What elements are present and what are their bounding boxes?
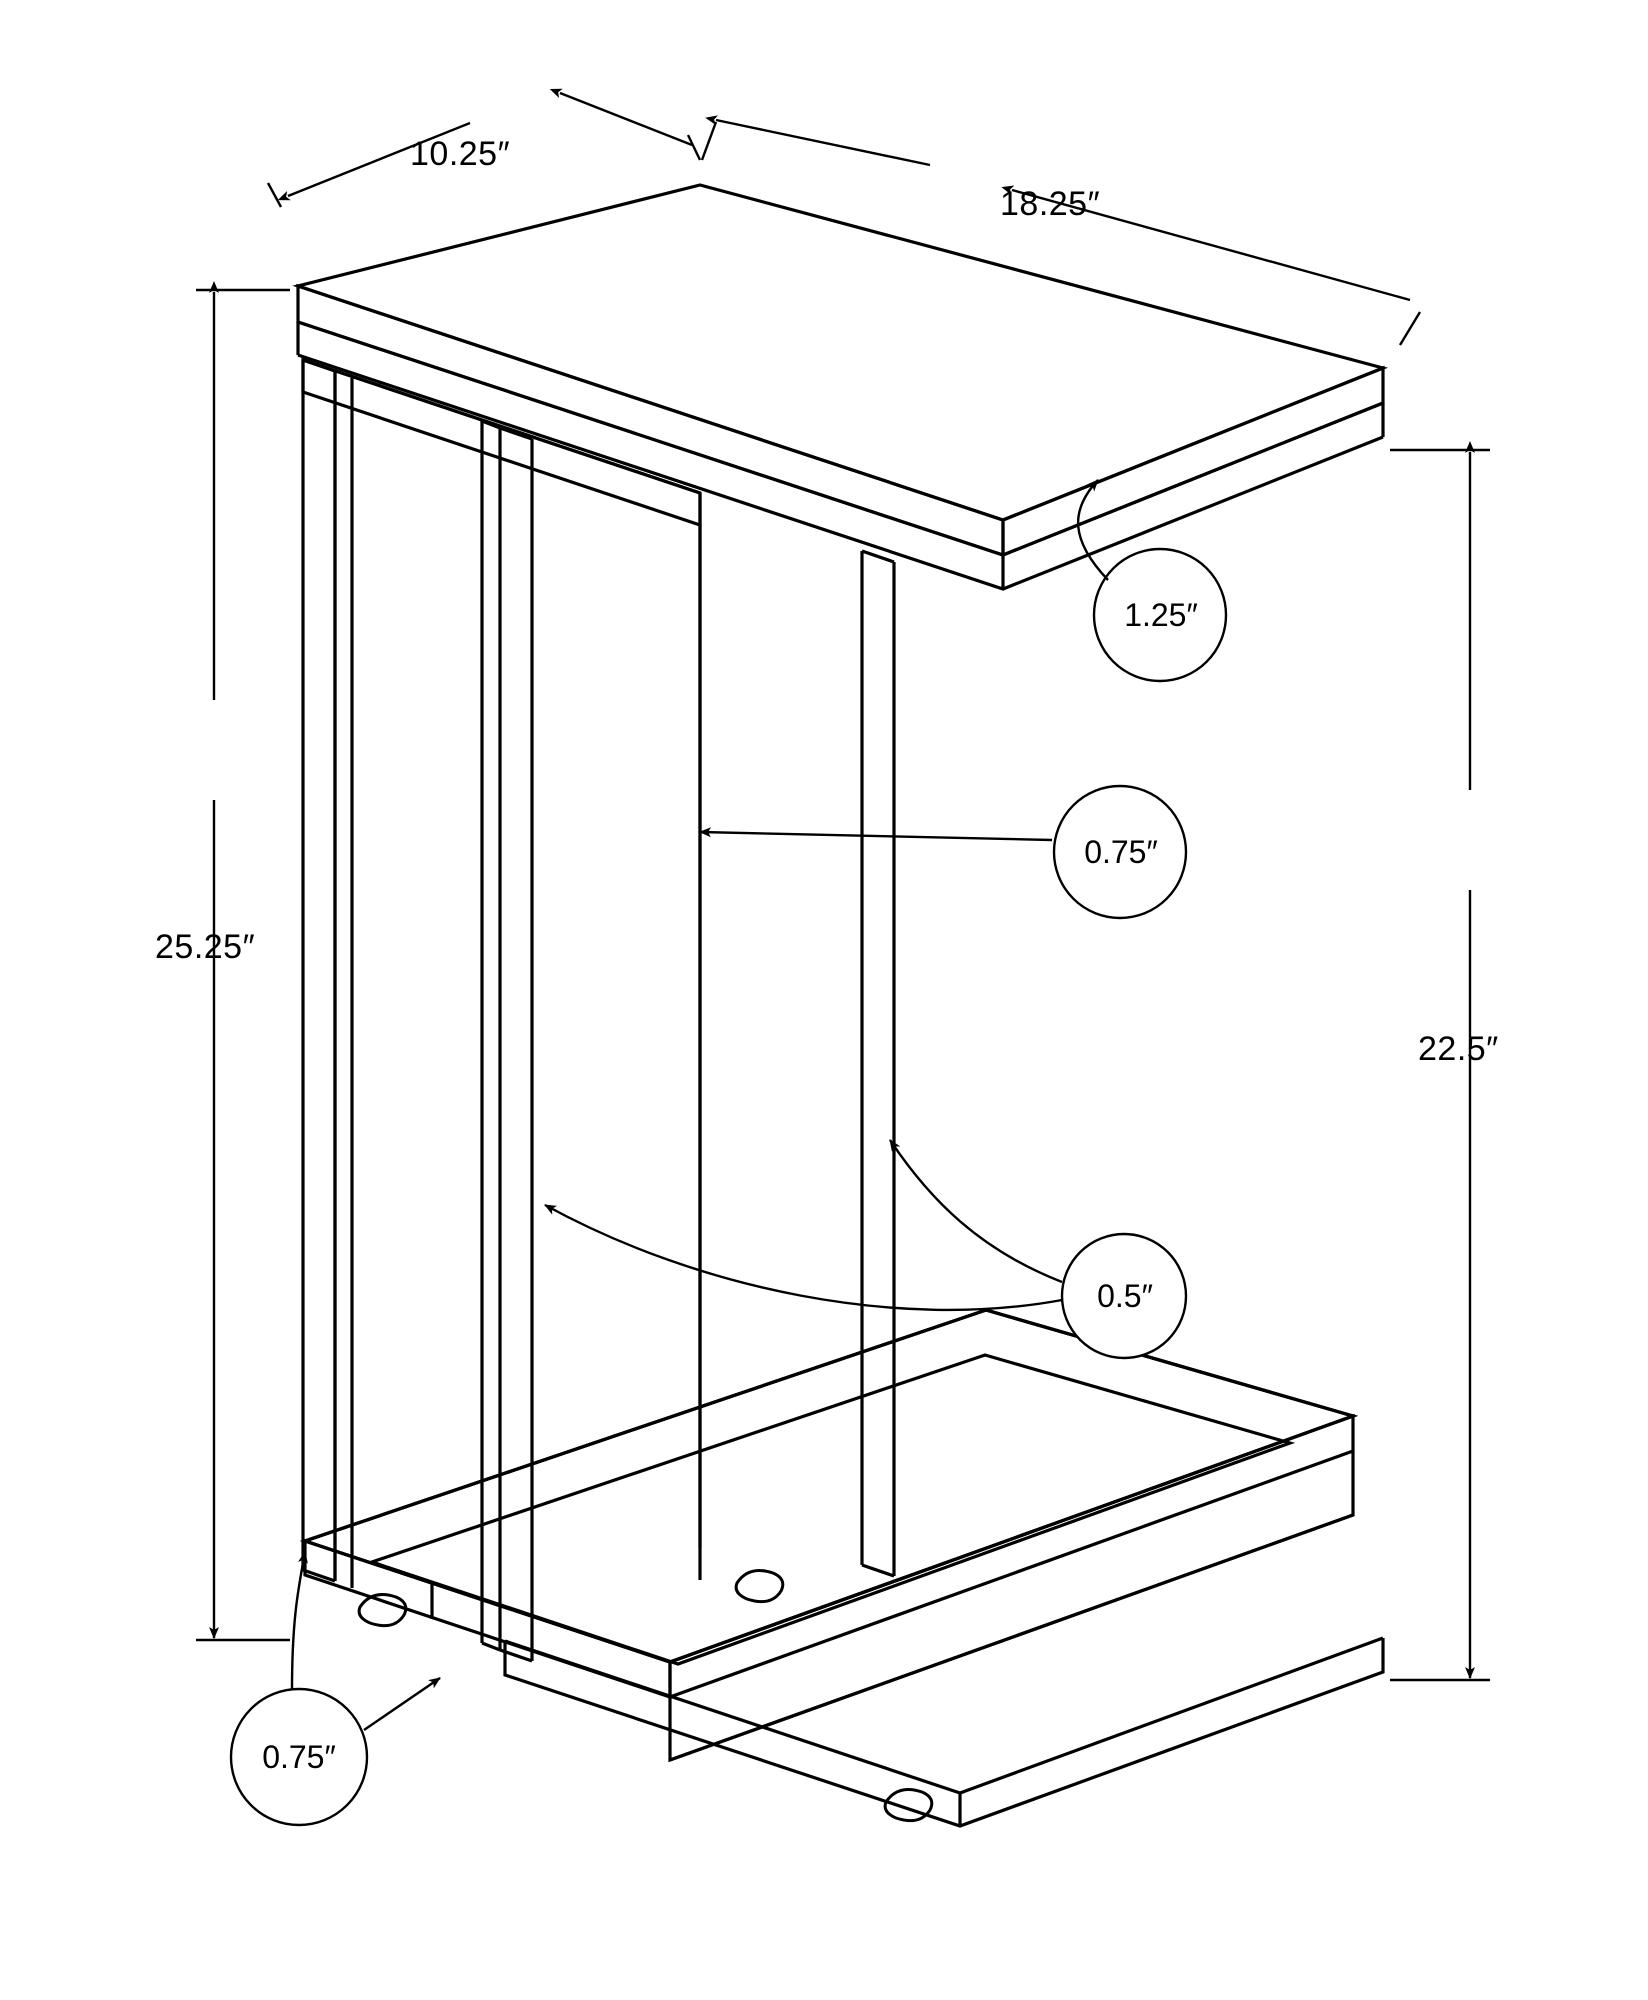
callout-base-thickness xyxy=(231,1552,440,1825)
leg-back-left-inner xyxy=(335,371,352,1588)
leg-front-left xyxy=(482,421,532,1661)
callout-leg-thickness xyxy=(545,1140,1186,1358)
dimension-label-clear-height: 22.5″ xyxy=(1418,1030,1499,1068)
callout-label-frame-thickness: 0.75″ xyxy=(1084,834,1158,870)
callout-label-top-thickness: 1.25″ xyxy=(1124,597,1198,633)
callout-label-leg-thickness: 0.5″ xyxy=(1097,1278,1153,1314)
dimension-label-total-height: 25.25″ xyxy=(155,928,256,966)
dimension-label-width: 18.25″ xyxy=(1000,185,1101,223)
dimension-label-depth: 10.25″ xyxy=(410,135,511,173)
leg-front-right xyxy=(862,551,894,1576)
dim-width xyxy=(702,120,1420,345)
table-top-slab xyxy=(298,185,1383,589)
leg-back-left xyxy=(303,360,335,1581)
base-apron xyxy=(670,1451,1383,1838)
base-bottom-plate xyxy=(505,1451,1383,1826)
callout-label-base-thickness: 0.75″ xyxy=(262,1739,336,1775)
base-frame xyxy=(305,1310,1353,1697)
